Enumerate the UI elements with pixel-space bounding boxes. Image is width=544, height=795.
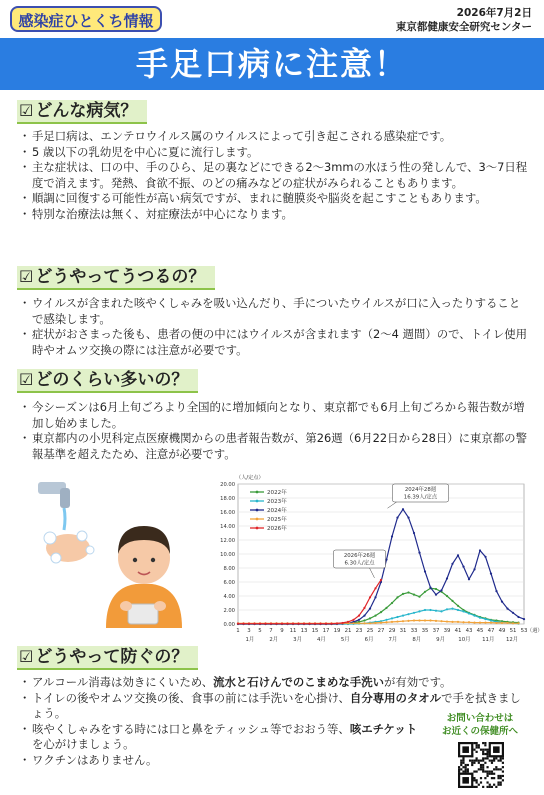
series-point: [451, 621, 453, 623]
legend-label: 2024年: [267, 508, 287, 514]
series-point: [479, 622, 481, 624]
series-point: [440, 610, 442, 612]
series-point: [281, 623, 283, 625]
series-point: [242, 623, 244, 625]
series-point: [385, 621, 387, 623]
series-point: [435, 594, 437, 596]
series-point: [440, 620, 442, 622]
y-tick-label: 0.00: [223, 622, 235, 628]
header: [0, 0, 544, 92]
section-heading-text: どうやって防ぐの？: [35, 647, 189, 667]
series-point: [490, 619, 492, 621]
list-item: ・ 5 歳以下の乳幼児を中心に夏に流行します。: [20, 145, 530, 161]
series-point: [330, 623, 332, 625]
series-point: [418, 610, 420, 612]
series-point: [396, 596, 398, 598]
series-point: [424, 609, 426, 611]
x-tick-label: 43: [465, 628, 473, 634]
series-point: [490, 573, 492, 575]
section-heading-text: どのくらい多いの？: [35, 370, 189, 390]
x-tick-label: 23: [355, 628, 363, 634]
series-point: [396, 620, 398, 622]
series-point: [363, 615, 365, 617]
series-point: [413, 594, 415, 596]
title-warning: に注意！: [272, 45, 409, 83]
x-tick-label: 37: [432, 628, 440, 634]
series-point: [523, 618, 525, 620]
series-point: [462, 621, 464, 623]
washing-hands-icon: [44, 531, 94, 563]
checkbox-icon: ☑: [19, 267, 34, 286]
x-tick-label: 1: [236, 628, 240, 634]
x-tick-label: 13: [300, 628, 308, 634]
series-point: [484, 556, 486, 558]
series-point: [468, 612, 470, 614]
list-item: ・ 主な症状は、口の中、手のひら、足の裏などにできる2～3mmの水ほう性の発しんで、3～7日程度で消えます。発熱、食欲不振、のどの痛みなどの症状がみられることもあります。: [20, 160, 530, 191]
series-point: [418, 619, 420, 621]
series-point: [468, 621, 470, 623]
series-point: [391, 621, 393, 623]
series-point: [451, 563, 453, 565]
series-point: [451, 600, 453, 602]
series-point: [435, 620, 437, 622]
series-point: [352, 619, 354, 621]
qr-code-icon[interactable]: [458, 742, 504, 788]
series-point: [440, 589, 442, 591]
series-point: [248, 623, 250, 625]
series-point: [369, 617, 371, 619]
series-point: [363, 619, 365, 621]
series-point: [484, 618, 486, 620]
series-point: [479, 549, 481, 551]
series-point: [501, 622, 503, 624]
section-heading-text: どんな病気？: [35, 101, 138, 121]
legend-marker: [256, 527, 259, 530]
annotation-text: 6.30人/定点: [344, 560, 375, 567]
series-point: [292, 623, 294, 625]
series-point: [286, 623, 288, 625]
series-point: [369, 622, 371, 624]
series-point: [396, 517, 398, 519]
series-point: [451, 608, 453, 610]
title-disease: 手足口病: [135, 45, 272, 83]
series-point: [407, 591, 409, 593]
checkbox-icon: ☑: [19, 370, 34, 389]
series-point: [308, 623, 310, 625]
series-point: [336, 622, 338, 624]
series-point: [446, 577, 448, 579]
series-point: [297, 623, 299, 625]
series-point: [462, 566, 464, 568]
series-point: [479, 617, 481, 619]
checkbox-icon: ☑: [19, 647, 34, 666]
x-tick-label: 7: [269, 628, 273, 634]
series-point: [407, 613, 409, 615]
x-tick-label: 19: [333, 628, 341, 634]
series-point: [435, 610, 437, 612]
series-point: [418, 596, 420, 598]
y-tick-label: 8.00: [223, 566, 235, 572]
list-item: ・ 手足口病は、エンテロウイルス属のウイルスによって引き起こされる感染症です。: [20, 129, 530, 145]
series-point: [413, 619, 415, 621]
legend-label: 2025年: [267, 517, 287, 523]
series-point: [363, 607, 365, 609]
series-point: [380, 579, 382, 581]
series-point: [358, 615, 360, 617]
checkbox-icon: ☑: [19, 101, 34, 120]
list-item: ・ 咳やくしゃみをする時には口と鼻をティッシュ等でおおう等、咳エチケットを心がけましょう。: [20, 722, 422, 753]
list-item: ・ 東京都内の小児科定点医療機関からの患者報告数が、第26週（6月22日から28日）に東京都の警報基準を超えたため、注意が必要です。: [20, 431, 530, 462]
section-heading-text: どうやってうつるの？: [35, 267, 206, 287]
x-tick-label: 25: [366, 628, 374, 634]
series-point: [374, 622, 376, 624]
y-tick-label: 16.00: [220, 510, 235, 516]
list-item: ・ 症状がおさまった後も、患者の便の中にはウイルスが含まれます（2～4 週間）ので、トイレ使用時やオムツ交換の際には注意が必要です。: [20, 327, 530, 358]
series-point: [457, 621, 459, 623]
series-point: [512, 612, 514, 614]
series-point: [512, 622, 514, 624]
legend-marker: [256, 518, 259, 521]
series-point: [462, 610, 464, 612]
legend-label: 2023年: [267, 499, 287, 505]
x-tick-label: 53: [520, 628, 528, 634]
x-tick-label: 41: [454, 628, 462, 634]
series-point: [413, 532, 415, 534]
series-point: [446, 595, 448, 597]
y-tick-label: 2.00: [223, 608, 235, 614]
series-point: [341, 622, 343, 624]
y-tick-label: 6.00: [223, 580, 235, 586]
series-point: [418, 552, 420, 554]
series-point: [385, 619, 387, 621]
legend-label: 2026年: [267, 526, 287, 532]
x-axis-label: （週）: [527, 628, 543, 634]
x-month-label: 1月: [245, 637, 255, 643]
series-point: [374, 587, 376, 589]
series-point: [391, 535, 393, 537]
series-point: [237, 623, 239, 625]
list-item: ・ 特別な治療法は無く、対症療法が中心になります。: [20, 207, 530, 223]
x-tick-label: 35: [421, 628, 429, 634]
series-point: [402, 620, 404, 622]
x-tick-label: 29: [388, 628, 396, 634]
list-item: ・ トイレの後やオムツ交換の後、食事の前には手洗いを心掛け、自分専用のタオルで手を拭きましょう。: [20, 691, 530, 722]
series-point: [473, 615, 475, 617]
series-point: [259, 623, 261, 625]
series-point: [374, 615, 376, 617]
x-month-label: 12月: [505, 637, 519, 643]
series-point: [446, 608, 448, 610]
x-month-label: 7月: [388, 637, 398, 643]
series-point: [424, 619, 426, 621]
series-point: [490, 622, 492, 624]
series-point: [253, 623, 255, 625]
series-point: [468, 578, 470, 580]
list-item: ・ ウイルスが含まれた咳やくしゃみを吸い込んだり、手についたウイルスが口に入ったりすることで感染します。: [20, 296, 530, 327]
series-point: [495, 590, 497, 592]
x-tick-label: 39: [443, 628, 451, 634]
annotation-text: 16.39人/定点: [403, 494, 438, 501]
series-point: [391, 602, 393, 604]
x-tick-label: 33: [410, 628, 418, 634]
series-point: [424, 570, 426, 572]
y-tick-label: 18.00: [220, 496, 235, 502]
contact-line: お問い合わせは: [446, 713, 514, 724]
series-point: [391, 617, 393, 619]
x-tick-label: 47: [487, 628, 495, 634]
x-tick-label: 49: [498, 628, 506, 634]
series-point: [407, 517, 409, 519]
x-tick-label: 27: [377, 628, 385, 634]
series-point: [501, 601, 503, 603]
x-tick-label: 5: [258, 628, 262, 634]
x-month-label: 10月: [458, 637, 471, 643]
contact-note: [432, 712, 528, 738]
series-point: [380, 622, 382, 624]
series-point: [506, 622, 508, 624]
hfmd-weekly-chart: [210, 470, 543, 648]
series-point: [369, 596, 371, 598]
legend-label: 2022年: [267, 490, 287, 496]
series-point: [407, 620, 409, 622]
list-item: ・ 順調に回復する可能性が高い病気ですが、まれに髄膜炎や脳炎を起こすこともあります。: [20, 191, 530, 207]
legend-marker: [256, 491, 259, 494]
child-icon: [106, 526, 182, 628]
y-tick-label: 20.00: [220, 482, 235, 488]
series-point: [363, 622, 365, 624]
series-point: [402, 593, 404, 595]
series-point: [446, 620, 448, 622]
series-point: [506, 608, 508, 610]
x-month-label: 2月: [269, 637, 279, 643]
handwashing-illustration: [30, 478, 210, 628]
series-point: [473, 568, 475, 570]
series-point: [358, 619, 360, 621]
x-month-label: 3月: [293, 637, 302, 643]
series-point: [457, 554, 459, 556]
series-point: [270, 623, 272, 625]
series-point: [374, 596, 376, 598]
series-point: [429, 587, 431, 589]
x-tick-label: 45: [476, 628, 484, 634]
x-tick-label: 17: [322, 628, 330, 634]
series-point: [347, 621, 349, 623]
x-month-label: 4月: [317, 637, 326, 643]
y-tick-label: 14.00: [220, 524, 235, 530]
section-heading-prevention: [17, 646, 198, 670]
header-meta: [396, 6, 532, 34]
x-tick-label: 15: [311, 628, 319, 634]
series-point: [484, 622, 486, 624]
section-list-what: [20, 129, 530, 223]
x-month-label: 11月: [482, 637, 495, 643]
series-point: [413, 612, 415, 614]
series-point: [275, 623, 277, 625]
series-point: [358, 622, 360, 624]
page-title: [0, 38, 544, 90]
y-tick-label: 10.00: [220, 552, 235, 558]
series-point: [457, 605, 459, 607]
x-tick-label: 51: [509, 628, 517, 634]
list-item: ・ アルコール消毒は効きにくいため、流水と石けんでのこまめな手洗いが有効です。: [20, 675, 530, 691]
y-tick-label: 4.00: [223, 594, 235, 600]
series-point: [457, 609, 459, 611]
x-month-label: 8月: [412, 637, 422, 643]
y-axis-label: （人/定点）: [236, 475, 264, 481]
series-point: [429, 619, 431, 621]
series-point: [517, 622, 519, 624]
series-point: [303, 623, 305, 625]
series-point: [429, 609, 431, 611]
series-point: [402, 508, 404, 510]
issue-date: 2026年7月2日: [456, 7, 532, 19]
annotation-text: 2026年26週: [343, 553, 376, 559]
x-month-label: 5月: [340, 637, 350, 643]
x-tick-label: 21: [344, 628, 352, 634]
organization: 東京都健康安全研究センター: [395, 21, 532, 33]
list-item: ・ 今シーズンは6月上旬ごろより全国的に増加傾向となり、東京都でも6月上旬ごろから報告数が増加し始めました。: [20, 400, 530, 431]
legend-marker: [256, 500, 259, 503]
series-point: [396, 616, 398, 618]
series-point: [380, 611, 382, 613]
series-point: [402, 615, 404, 617]
x-month-label: 9月: [436, 637, 445, 643]
series-point: [473, 622, 475, 624]
series-point: [319, 623, 321, 625]
x-tick-label: 9: [280, 628, 284, 634]
series-point: [264, 623, 266, 625]
section-list-how-many: [20, 400, 530, 462]
series-point: [424, 591, 426, 593]
series-point: [495, 622, 497, 624]
section-heading-transmission: [17, 266, 215, 290]
info-tag: 感染症ひとくち情報: [10, 6, 162, 32]
faucet-icon: [38, 482, 70, 530]
x-tick-label: 31: [399, 628, 407, 634]
contact-line: お近くの保健所へ: [441, 726, 518, 737]
y-tick-label: 12.00: [220, 538, 235, 544]
legend-marker: [256, 509, 259, 512]
x-tick-label: 11: [289, 628, 297, 634]
series-point: [314, 623, 316, 625]
list-item: ・ ワクチンはありません。: [20, 753, 530, 769]
section-heading-what: [17, 100, 147, 124]
series-point: [385, 607, 387, 609]
series-point: [352, 622, 354, 624]
x-tick-label: 3: [247, 628, 251, 634]
series-point: [325, 623, 327, 625]
series-point: [517, 616, 519, 618]
section-list-transmission: [20, 296, 530, 358]
x-month-label: 6月: [364, 637, 374, 643]
series-point: [369, 608, 371, 610]
annotation-text: 2024年28週: [404, 487, 437, 493]
section-heading-how-many: [17, 369, 198, 393]
series-point: [435, 588, 437, 590]
